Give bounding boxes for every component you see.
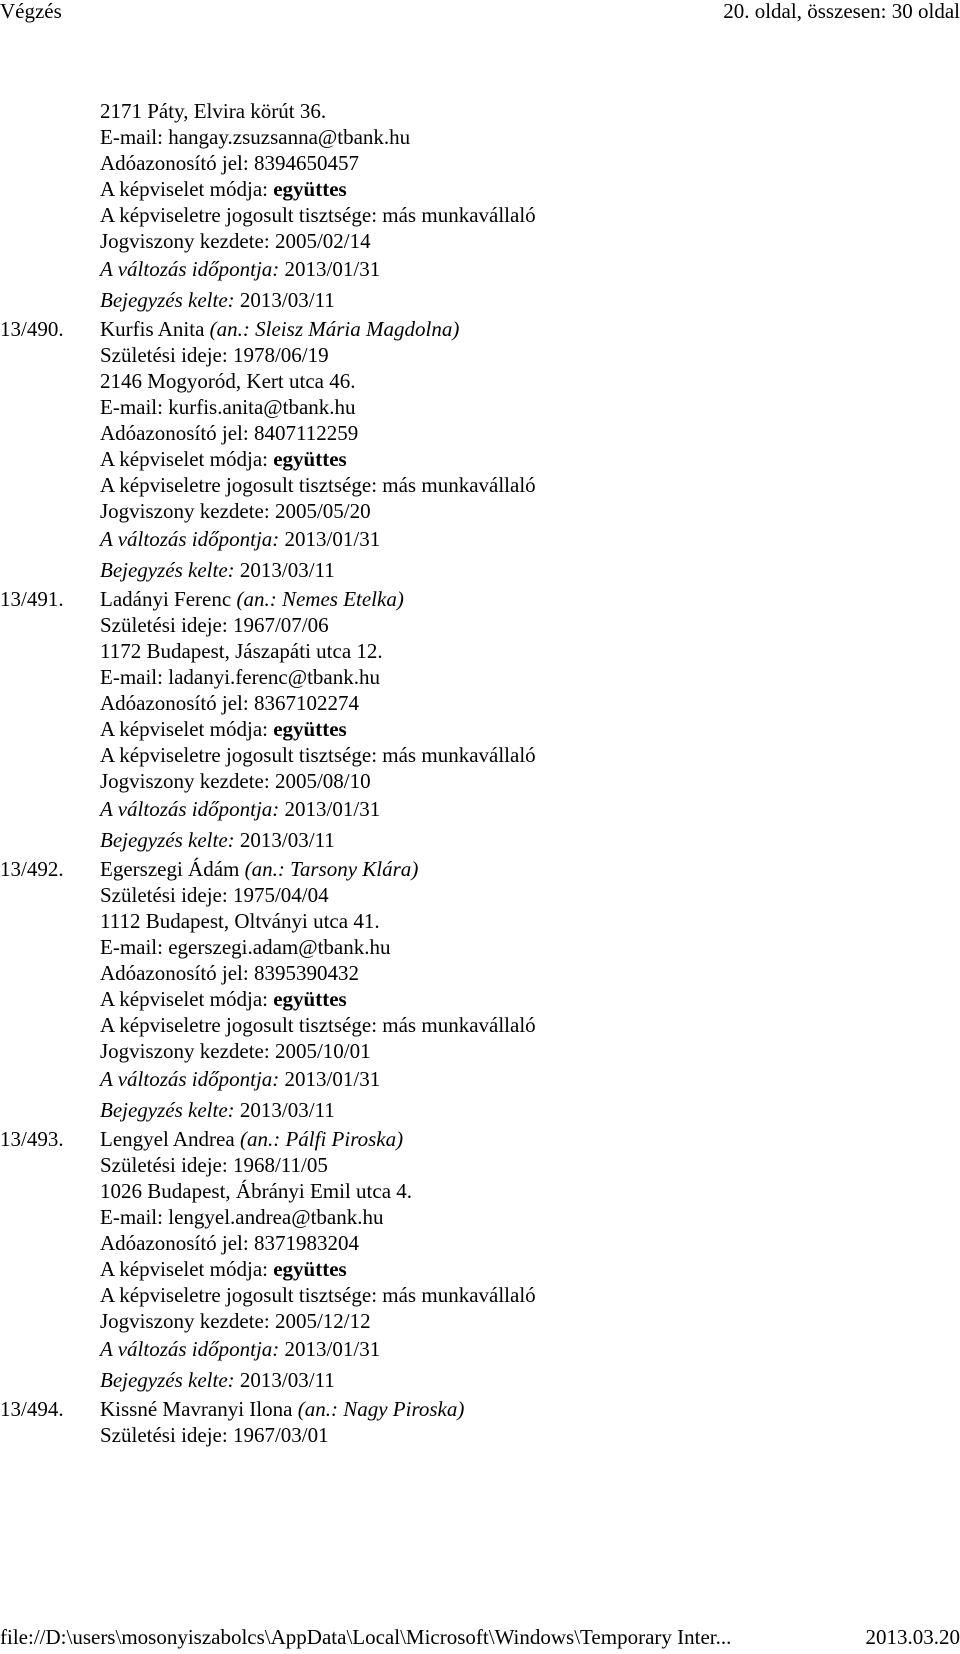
entry-date-line: Bejegyzés kelte: 2013/03/11 — [100, 1098, 335, 1122]
rep-mode-value: együttes — [273, 717, 347, 741]
employment-start-line: Jogviszony kezdete: 2005/10/01 — [100, 1039, 371, 1063]
tax-id-line: Adóazonosító jel: 8371983204 — [100, 1231, 359, 1255]
birth-value: 1978/06/19 — [232, 343, 329, 367]
email-value: hangay.zsuzsanna@tbank.hu — [168, 125, 411, 149]
page-footer-date: 2013.03.20 — [865, 1625, 960, 1649]
rep-role-line: A képviseletre jogosult tisztsége: más munkavállaló — [100, 1283, 536, 1307]
email-line: E-mail: lengyel.andrea@tbank.hu — [100, 1205, 384, 1229]
entry-name-line: 13/492. Egerszegi Ádám (an.: Tarsony Klára) — [0, 857, 419, 881]
rep-mode-line: A képviselet módja: együttes — [100, 987, 347, 1011]
tax-id-value: 8394650457 — [253, 151, 359, 175]
entry-date-line: Bejegyzés kelte: 2013/03/11 — [100, 1368, 335, 1392]
tax-id-line: Adóazonosító jel: 8407112259 — [100, 421, 359, 445]
change-date-value: 2013/01/31 — [284, 1067, 381, 1091]
change-date-line: A változás időpontja: 2013/01/31 — [100, 527, 381, 551]
birth-line: Születési ideje: 1975/04/04 — [100, 883, 329, 907]
page-header-pagination: 20. oldal, összesen: 30 oldal — [723, 0, 960, 23]
entry-date-value: 2013/03/11 — [239, 1368, 335, 1392]
employment-start-line: Jogviszony kezdete: 2005/08/10 — [100, 769, 371, 793]
rep-mode-line: A képviselet módja: együttes — [100, 447, 347, 471]
tax-id-line: Adóazonosító jel: 8367102274 — [100, 691, 359, 715]
entry-date-line: Bejegyzés kelte: 2013/03/11 — [100, 828, 335, 852]
email-line: E-mail: kurfis.anita@tbank.hu — [100, 395, 356, 419]
rep-mode-line: A képviselet módja: együttes — [100, 177, 347, 201]
tax-id-line: Adóazonosító jel: 8395390432 — [100, 961, 359, 985]
email-value: egerszegi.adam@tbank.hu — [168, 935, 391, 959]
mother-name: Pálfi Piroska — [285, 1127, 397, 1151]
tax-id-value: 8371983204 — [253, 1231, 359, 1255]
entry-name: Kurfis Anita — [100, 317, 205, 341]
rep-mode-value: együttes — [273, 1257, 347, 1281]
entry-date-value: 2013/03/11 — [239, 288, 335, 312]
change-date-value: 2013/01/31 — [284, 257, 381, 281]
email-line: E-mail: hangay.zsuzsanna@tbank.hu — [100, 125, 411, 149]
birth-value: 1967/03/01 — [232, 1423, 329, 1447]
change-date-line: A változás időpontja: 2013/01/31 — [100, 257, 381, 281]
address: 2146 Mogyoród, Kert utca 46. — [100, 369, 356, 393]
employment-start-value: 2005/10/01 — [274, 1039, 371, 1063]
change-date-value: 2013/01/31 — [284, 797, 381, 821]
page-header-title: Végzés — [0, 0, 62, 23]
entry-date-value: 2013/03/11 — [239, 828, 335, 852]
page-footer-url: file://D:\users\mosonyiszabolcs\AppData\Local\Microsoft\Windows\Temporary Inter... — [0, 1625, 732, 1649]
employment-start-value: 2005/12/12 — [274, 1309, 371, 1333]
birth-value: 1975/04/04 — [232, 883, 329, 907]
entry-number: 13/491. — [0, 587, 64, 611]
entry — [0, 316, 960, 586]
entry-name: Egerszegi Ádám — [100, 857, 240, 881]
entry-name-line: 13/493. Lengyel Andrea (an.: Pálfi Piroska) — [0, 1127, 404, 1151]
mother-name: Tarsony Klára — [290, 857, 412, 881]
entry-number: 13/493. — [0, 1127, 64, 1151]
entry-date-line: Bejegyzés kelte: 2013/03/11 — [100, 288, 335, 312]
entry-name: Lengyel Andrea — [100, 1127, 235, 1151]
employment-start-value: 2005/08/10 — [274, 769, 371, 793]
entry-name-line: 13/494. Kissné Mavranyi Ilona (an.: Nagy Piroska) — [0, 1397, 465, 1421]
entry-date-line: Bejegyzés kelte: 2013/03/11 — [100, 558, 335, 582]
tax-id-value: 8395390432 — [253, 961, 359, 985]
email-value: kurfis.anita@tbank.hu — [168, 395, 356, 419]
employment-start-line: Jogviszony kezdete: 2005/12/12 — [100, 1309, 371, 1333]
change-date-line: A változás időpontja: 2013/01/31 — [100, 1067, 381, 1091]
rep-mode-line: A képviselet módja: együttes — [100, 717, 347, 741]
tax-id-value: 8367102274 — [253, 691, 359, 715]
entry-name: Ladányi Ferenc — [100, 587, 232, 611]
entry-name: Kissné Mavranyi Ilona — [100, 1397, 293, 1421]
address: 2171 Páty, Elvira körút 36. — [100, 99, 327, 123]
tax-id-value: 8407112259 — [253, 421, 359, 445]
entry-number: 13/494. — [0, 1397, 64, 1421]
document-body — [0, 98, 960, 1448]
entry-continued — [0, 98, 960, 316]
entry — [0, 856, 960, 1126]
address: 1172 Budapest, Jászapáti utca 12. — [100, 639, 383, 663]
rep-mode-line: A képviselet módja: együttes — [100, 1257, 347, 1281]
address: 1112 Budapest, Oltványi utca 41. — [100, 909, 380, 933]
entry-name-line: 13/490. Kurfis Anita (an.: Sleisz Mária Magdolna) — [0, 317, 460, 341]
entry-date-value: 2013/03/11 — [239, 558, 335, 582]
mother-name: Sleisz Mária Magdolna — [255, 317, 453, 341]
email-value: lengyel.andrea@tbank.hu — [168, 1205, 384, 1229]
employment-start-line: Jogviszony kezdete: 2005/05/20 — [100, 499, 371, 523]
rep-role-line: A képviseletre jogosult tisztsége: más munkavállaló — [100, 743, 536, 767]
birth-line: Születési ideje: 1967/07/06 — [100, 613, 329, 637]
rep-role-line: A képviseletre jogosult tisztsége: más munkavállaló — [100, 1013, 536, 1037]
email-line: E-mail: ladanyi.ferenc@tbank.hu — [100, 665, 380, 689]
tax-id-line: Adóazonosító jel: 8394650457 — [100, 151, 359, 175]
email-value: ladanyi.ferenc@tbank.hu — [168, 665, 380, 689]
change-date-value: 2013/01/31 — [284, 1337, 381, 1361]
email-line: E-mail: egerszegi.adam@tbank.hu — [100, 935, 391, 959]
entry — [0, 1396, 960, 1448]
birth-value: 1967/07/06 — [232, 613, 329, 637]
mother-name: Nemes Etelka — [281, 587, 397, 611]
entry-date-value: 2013/03/11 — [239, 1098, 335, 1122]
rep-mode-value: együttes — [273, 447, 347, 471]
entry — [0, 1126, 960, 1396]
birth-line: Születési ideje: 1978/06/19 — [100, 343, 329, 367]
rep-role-line: A képviseletre jogosult tisztsége: más munkavállaló — [100, 473, 536, 497]
employment-start-line: Jogviszony kezdete: 2005/02/14 — [100, 229, 371, 253]
change-date-line: A változás időpontja: 2013/01/31 — [100, 1337, 381, 1361]
employment-start-value: 2005/02/14 — [274, 229, 371, 253]
entry-number: 13/492. — [0, 857, 64, 881]
change-date-value: 2013/01/31 — [284, 527, 381, 551]
employment-start-value: 2005/05/20 — [274, 499, 371, 523]
rep-role-line: A képviseletre jogosult tisztsége: más munkavállaló — [100, 203, 536, 227]
change-date-line: A változás időpontja: 2013/01/31 — [100, 797, 381, 821]
entry-name-line: 13/491. Ladányi Ferenc (an.: Nemes Etelka) — [0, 587, 404, 611]
birth-line: Születési ideje: 1968/11/05 — [100, 1153, 328, 1177]
birth-value: 1968/11/05 — [232, 1153, 328, 1177]
birth-line: Születési ideje: 1967/03/01 — [100, 1423, 329, 1447]
rep-mode-value: együttes — [273, 987, 347, 1011]
entry — [0, 586, 960, 856]
rep-mode-value: együttes — [273, 177, 347, 201]
entry-number: 13/490. — [0, 317, 64, 341]
mother-name: Nagy Piroska — [343, 1397, 458, 1421]
address: 1026 Budapest, Ábrányi Emil utca 4. — [100, 1179, 413, 1203]
